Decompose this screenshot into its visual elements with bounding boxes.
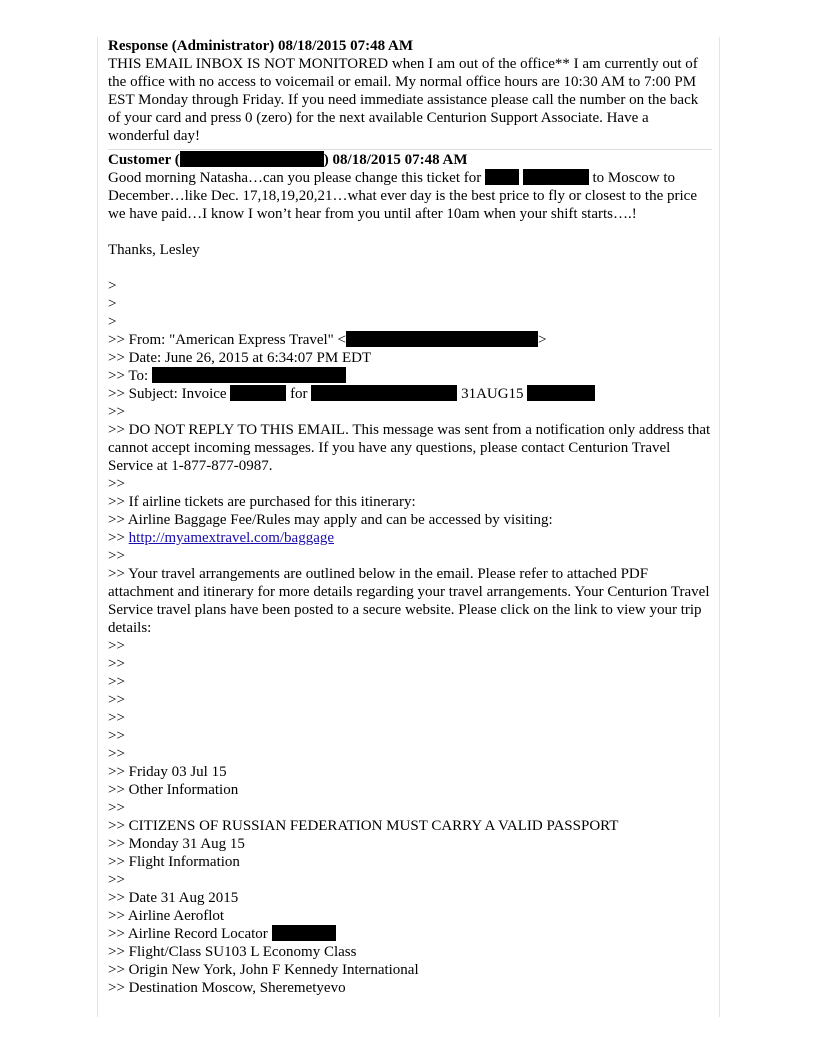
airline-tickets-line: >> If airline tickets are purchased for this itinerary: (108, 494, 416, 510)
customer-header-prefix: Customer ( (108, 152, 180, 168)
quote-marker: >> (108, 476, 125, 492)
record-locator: >> Airline Record Locator (108, 925, 712, 943)
quote-marker: >> (108, 692, 125, 708)
quote-marker: >> (108, 710, 125, 726)
quote-marker: > (108, 314, 117, 330)
passport-notice: >> CITIZENS OF RUSSIAN FEDERATION MUST CARRY A VALID PASSPORT (108, 818, 619, 834)
redaction-bar (180, 151, 324, 167)
customer-header-suffix: ) 08/18/2015 07:48 AM (323, 152, 468, 168)
flight-origin: >> Origin New York, John F Kennedy International (108, 962, 419, 978)
message-divider (108, 149, 712, 150)
itinerary-day-friday: >> Friday 03 Jul 15 (108, 764, 227, 780)
quote-from: >> From: "American Express Travel" < > (108, 332, 547, 348)
itinerary-day-monday: >> Monday 31 Aug 15 (108, 836, 245, 852)
redaction-bar (230, 385, 286, 401)
baggage-link[interactable]: http://myamextravel.com/baggage (128, 530, 335, 546)
redaction-bar (311, 385, 457, 401)
redaction-bar (152, 367, 346, 383)
customer-message-a: Good morning Natasha…can you please change this ticket for (108, 170, 485, 186)
quote-marker: > (108, 296, 117, 312)
other-information-heading: >> Other Information (108, 782, 239, 798)
customer-message (108, 169, 712, 223)
customer-header (108, 151, 712, 169)
quote-marker: > (108, 278, 117, 294)
travel-arrangements-paragraph: >> Your travel arrangements are outlined below in the email. Please refer to attached PDF attachment and itinerary for more details regarding your travel arrangements. Your Centurion Travel Service travel plans have been posted to a secure website. Please click on the link to view your trip details: (108, 566, 710, 636)
redaction-bar (527, 385, 595, 401)
flight-date: >> Date 31 Aug 2015 (108, 890, 239, 906)
quote-marker: >> (108, 728, 125, 744)
quote-marker: >> (108, 746, 125, 762)
quote-marker: >> (108, 404, 125, 420)
redaction-bar (272, 925, 336, 941)
baggage-link-line: >> http://myamextravel.com/baggage (108, 530, 335, 546)
quote-to: >> To: (108, 367, 712, 385)
response-body: THIS EMAIL INBOX IS NOT MONITORED when I am out of the office** I am currently out of the office with no access to voicemail or email. My normal office hours are 10:30 AM to 7:00 PM EST Monday through Friday. If you need immediate assistance please call the number on the back of your card and press 0 (zero) for the next available Centurion Support Associate. Have a wonderful day! (108, 56, 699, 144)
quote-marker: >> (108, 548, 125, 564)
email-thread (108, 37, 712, 997)
flight-information-heading: >> Flight Information (108, 854, 240, 870)
quote-marker: >> (108, 638, 125, 654)
quote-date: >> Date: June 26, 2015 at 6:34:07 PM EDT (108, 350, 372, 366)
quote-marker: >> (108, 872, 125, 888)
redaction-bar (346, 331, 538, 347)
quote-subject: >> Subject: Invoice for 31AUG15 (108, 385, 712, 403)
quote-marker: >> (108, 674, 125, 690)
redaction-bar (523, 169, 589, 185)
response-header: Response (Administrator) 08/18/2015 07:48 AM (108, 38, 413, 54)
flight-destination: >> Destination Moscow, Sheremetyevo (108, 980, 346, 996)
customer-signoff: Thanks, Lesley (108, 242, 200, 258)
quote-marker: >> (108, 800, 125, 816)
flight-class: >> Flight/Class SU103 L Economy Class (108, 944, 357, 960)
do-not-reply-notice: >> DO NOT REPLY TO THIS EMAIL. This message was sent from a notification only address that cannot accept incoming messages. If you have any questions, please contact Centurion Travel Service at 1-877-877-0987. (108, 422, 711, 474)
baggage-line: >> Airline Baggage Fee/Rules may apply and can be accessed by visiting: (108, 512, 553, 528)
customer-message-b: to Moscow to December…like Dec. 17,18,19,20,21…what ever day is the best price to fly or closest to the price we have paid…I know I won’t hear from you until after 10am when your shift starts….! (108, 170, 697, 222)
redaction-bar (485, 169, 519, 185)
flight-airline: >> Airline Aeroflot (108, 908, 225, 924)
quote-marker: >> (108, 656, 125, 672)
